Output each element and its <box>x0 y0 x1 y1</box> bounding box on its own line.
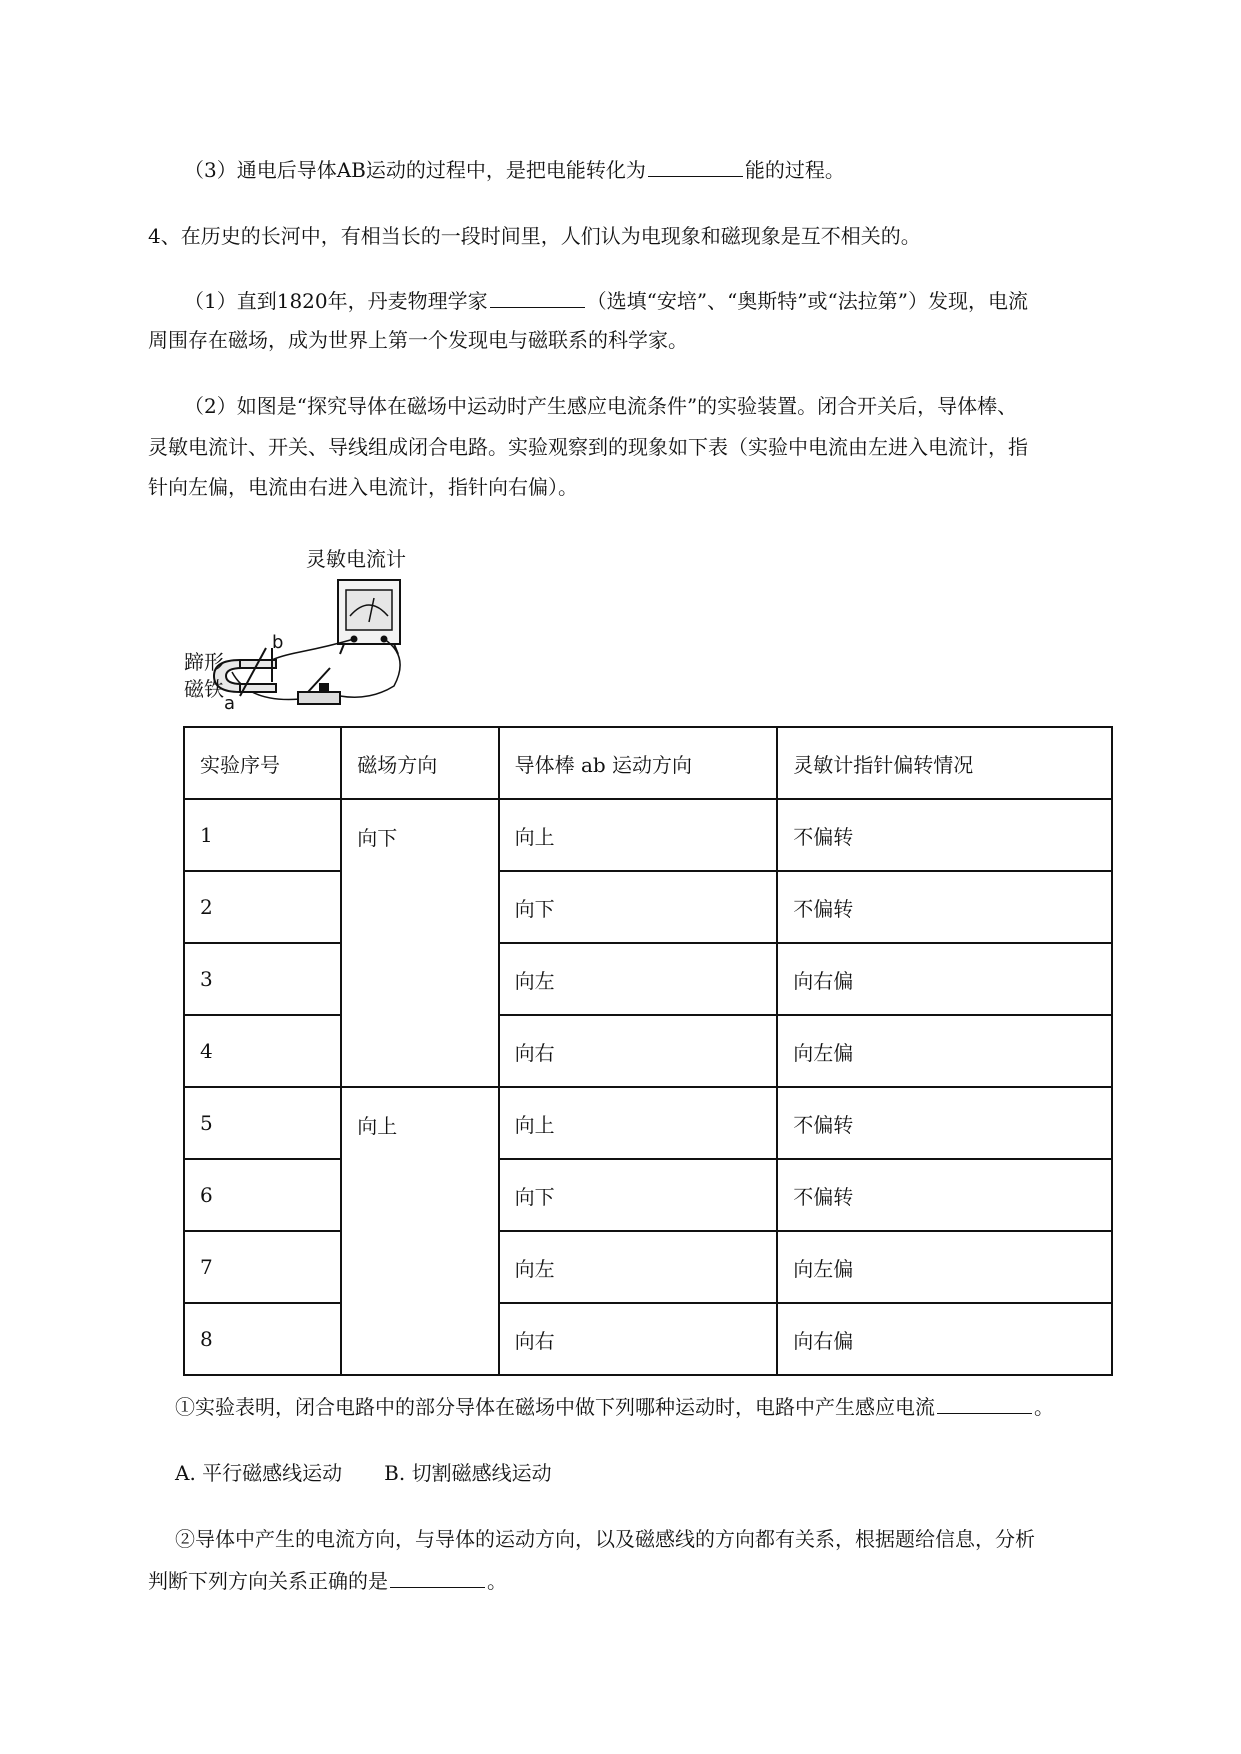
q4-part1-line1: （1）直到1820年，丹麦物理学家 （选填“安培”、“奥斯特”或“法拉第”）发现，电流 <box>184 289 1028 313</box>
answer-blank[interactable] <box>490 287 585 308</box>
cell-field-direction: 向下 <box>341 799 498 1087</box>
cell-rod-motion: 向左 <box>499 943 778 1015</box>
table-row <box>184 871 1112 943</box>
cell-experiment-number: 6 <box>184 1159 341 1231</box>
option-a[interactable]: A. 平行磁感线运动 <box>175 1461 343 1485</box>
sub2-line2: 判断下列方向关系正确的是 。 <box>148 1569 507 1593</box>
table-row <box>184 799 1112 871</box>
magnet-label-line1: 蹄形 <box>184 650 224 674</box>
answer-blank[interactable] <box>390 1567 485 1588</box>
cell-rod-motion: 向右 <box>499 1015 778 1087</box>
cell-field-direction: 向上 <box>341 1087 498 1375</box>
q4-part2-line2: 灵敏电流计、开关、导线组成闭合电路。实验观察到的现象如下表（实验中电流由左进入电流计，指 <box>148 435 1028 459</box>
cell-needle-deflection: 向左偏 <box>777 1015 1112 1087</box>
header-experiment-number: 实验序号 <box>184 727 341 799</box>
point-b-label: b <box>272 632 284 653</box>
q4-part1-line2: 周围存在磁场，成为世界上第一个发现电与磁联系的科学家。 <box>148 328 688 352</box>
switch-icon <box>298 668 340 704</box>
cell-experiment-number: 2 <box>184 871 341 943</box>
answer-blank[interactable] <box>937 1393 1032 1414</box>
cell-needle-deflection: 不偏转 <box>777 1159 1112 1231</box>
table-row <box>184 1015 1112 1087</box>
cell-rod-motion: 向上 <box>499 799 778 871</box>
table-row <box>184 1303 1112 1375</box>
experiment-results-table <box>183 726 1113 1376</box>
cell-experiment-number: 3 <box>184 943 341 1015</box>
sub1-line: ①实验表明，闭合电路中的部分导体在磁场中做下列哪种运动时，电路中产生感应电流 。 <box>175 1395 1054 1419</box>
cell-rod-motion: 向下 <box>499 871 778 943</box>
cell-rod-motion: 向左 <box>499 1231 778 1303</box>
options-line <box>175 1459 552 1487</box>
table-row <box>184 1159 1112 1231</box>
q4-part2-line1: （2）如图是“探究导体在磁场中运动时产生感应电流条件”的实验装置。闭合开关后，导体棒、 <box>184 394 1018 418</box>
cell-needle-deflection: 不偏转 <box>777 799 1112 871</box>
q3-part3-line: （3）通电后导体AB运动的过程中，是把电能转化为 能的过程。 <box>184 158 845 182</box>
table-header-row <box>184 727 1112 799</box>
cell-experiment-number: 4 <box>184 1015 341 1087</box>
magnet-label-line2: 磁铁 <box>184 677 224 701</box>
table-row <box>184 943 1112 1015</box>
cell-experiment-number: 8 <box>184 1303 341 1375</box>
sub2-line1: ②导体中产生的电流方向，与导体的运动方向，以及磁感线的方向都有关系，根据题给信息，分析 <box>175 1527 1035 1551</box>
cell-experiment-number: 7 <box>184 1231 341 1303</box>
cell-needle-deflection: 向右偏 <box>777 943 1112 1015</box>
cell-rod-motion: 向下 <box>499 1159 778 1231</box>
header-needle-deflection: 灵敏计指针偏转情况 <box>777 727 1112 799</box>
q4-part2-line3: 针向左偏，电流由右进入电流计，指针向右偏）。 <box>148 475 578 499</box>
option-b[interactable]: B. 切割磁感线运动 <box>384 1461 552 1485</box>
header-field-direction: 磁场方向 <box>341 727 498 799</box>
cell-needle-deflection: 向左偏 <box>777 1231 1112 1303</box>
answer-blank[interactable] <box>648 156 743 177</box>
experiment-apparatus-figure <box>180 536 430 711</box>
cell-rod-motion: 向上 <box>499 1087 778 1159</box>
galvanometer-icon <box>338 580 400 654</box>
header-rod-motion: 导体棒 ab 运动方向 <box>499 727 778 799</box>
cell-experiment-number: 5 <box>184 1087 341 1159</box>
point-a-label: a <box>224 693 236 711</box>
q4-intro: 4、在历史的长河中，有相当长的一段时间里，人们认为电现象和磁现象是互不相关的。 <box>148 224 921 248</box>
cell-experiment-number: 1 <box>184 799 341 871</box>
cell-needle-deflection: 不偏转 <box>777 871 1112 943</box>
cell-rod-motion: 向右 <box>499 1303 778 1375</box>
table-row <box>184 1231 1112 1303</box>
galvanometer-label: 灵敏电流计 <box>306 547 406 571</box>
table-row <box>184 1087 1112 1159</box>
cell-needle-deflection: 不偏转 <box>777 1087 1112 1159</box>
cell-needle-deflection: 向右偏 <box>777 1303 1112 1375</box>
